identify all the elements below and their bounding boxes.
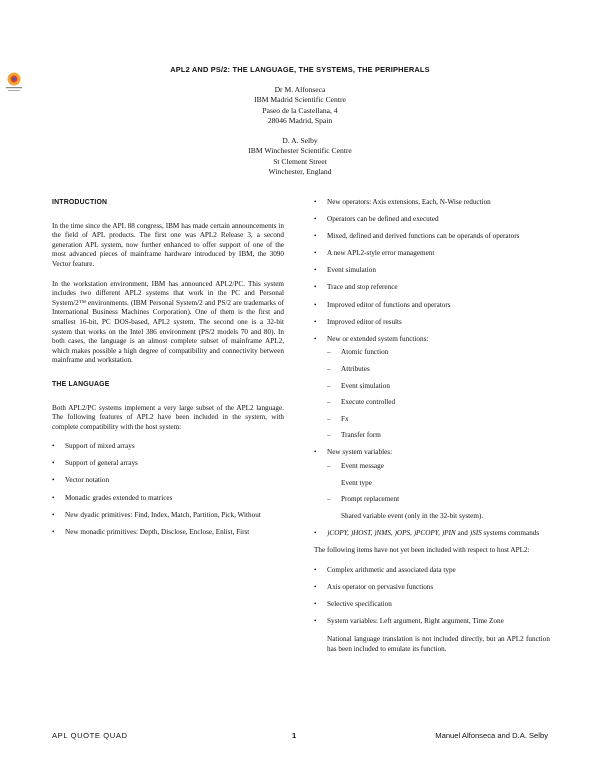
list-item: • New dyadic primitives: Find, Index, Match, Partition, Pick, Without	[52, 511, 284, 521]
author-1-street: Paseo de la Castellana, 4	[262, 105, 338, 115]
list-item: Shared variable event (only in the 32-bit system).	[341, 511, 484, 520]
list-item: – Attributes	[327, 365, 550, 375]
list-item: • Event simulation	[314, 266, 550, 276]
list-item: • New monadic primitives: Depth, Disclose, Enclose, Enlist, First	[52, 528, 284, 538]
list-item: – Atomic function	[327, 348, 550, 358]
list-item: • Improved editor of functions and operators	[314, 301, 550, 311]
commands-list-text: )COPY, )HOST, )NMS, )OPS, )PCOPY, )PIN	[327, 528, 456, 537]
list-item: – Transfer form	[327, 431, 550, 441]
intro-heading: INTRODUCTION	[52, 199, 108, 206]
system-variables-list	[327, 462, 550, 521]
intro-paragraph-2: In the workstation environment, IBM has announced APL2/PC. This system includes two different APL2 systems that work in the PC and Personal System/2™ environments. (IBM Personal System/2 and PS/2 are trademarks of International Business Machines Corporation). One of them is the first and smallest 16-bit, PC DOS-based, APL2 system. The second one is a 32-bit system that works on the Intel 386 environment (PS/2 models 70 and 80). In both cases, the language is an almost complete subset of mainframe APL2, which makes possible a high degree of compatibility and connectivity between mainframe and workstation.	[52, 279, 284, 365]
system-functions-label: New or extended system functions:	[327, 334, 429, 343]
list-item: • Selective specification	[314, 600, 550, 610]
list-item: – Event message	[327, 462, 550, 472]
author-2-org: IBM Winchester Scientific Centre	[248, 146, 352, 156]
translation-note: National language translation is not included directly, but an APL2 function has been included to emulate its function.	[327, 634, 550, 653]
features-list-continued	[314, 198, 550, 538]
footer-authors: Manuel Alfonseca and D.A. Selby	[435, 731, 548, 740]
author-1-city: 28046 Madrid, Spain	[267, 116, 333, 126]
list-item: • Complex arithmetic and associated data type	[314, 566, 550, 576]
left-column	[52, 198, 284, 545]
acm-logo-icon	[4, 70, 24, 94]
system-commands-item	[314, 529, 550, 539]
footer-page-number: 1	[292, 731, 297, 740]
author-1-block	[150, 85, 450, 127]
list-item: • Trace and stop reference	[314, 283, 550, 293]
author-1-name: Dr M. Alfonseca	[274, 85, 326, 94]
system-variables-label: New system variables:	[327, 448, 393, 457]
list-item: • Operators can be defined and executed	[314, 215, 550, 225]
list-item: • Mixed, defined and derived functions can be operands of operators	[314, 232, 550, 242]
language-feature-list	[52, 442, 284, 537]
author-2-name: D. A. Selby	[282, 136, 318, 145]
system-variables-item	[314, 448, 550, 521]
system-functions-item	[314, 335, 550, 441]
list-item: • A new APL2-style error management	[314, 249, 550, 259]
list-item: – Prompt replacement	[327, 495, 550, 505]
right-column	[314, 198, 550, 654]
list-item: • Monadic grades extended to matrices	[52, 494, 284, 504]
footer-journal: APL QUOTE QUAD	[52, 731, 128, 740]
author-2-city: Winchester, England	[268, 167, 332, 177]
list-item: Event type	[341, 478, 372, 487]
list-item: – Event simulation	[327, 382, 550, 392]
system-functions-list	[327, 348, 550, 441]
not-included-list	[314, 566, 550, 627]
list-item: – Execute controlled	[327, 398, 550, 408]
list-item: • Vector notation	[52, 476, 284, 486]
intro-paragraph-1: In the time since the APL 88 congress, IBM has made certain announcements in the field of APL products. The first one was APL2 Release 3, a second generation APL system, now further enhanced to offer support of one of the most advanced pieces of mainframe hardware introduced by IBM, the 3090 Vector feature.	[52, 221, 284, 268]
commands-and-text: and	[457, 528, 468, 537]
list-item: • Axis operator on pervasive functions	[314, 583, 550, 593]
list-item: • System variables: Left argument, Right argument, Time Zone	[314, 617, 550, 627]
list-item: • Support of general arrays	[52, 459, 284, 469]
paper-title: APL2 AND PS/2: THE LANGUAGE, THE SYSTEMS, THE PERIPHERALS	[170, 65, 430, 74]
author-2-block	[150, 136, 450, 178]
author-2-street: St Clement Street	[273, 156, 327, 166]
commands-suffix-text: systems commands	[483, 528, 540, 537]
list-item: • Support of mixed arrays	[52, 442, 284, 452]
list-item: • New operators: Axis extensions, Each, N-Wise reduction	[314, 198, 550, 208]
commands-sis-text: )SIS	[469, 528, 482, 537]
language-paragraph: Both APL2/PC systems implement a very large subset of the APL2 language. The following features of APL2 have been included in the system, with complete compatibility with the host system:	[52, 403, 284, 431]
not-included-intro: The following items have not yet been included with respect to host APL2:	[314, 546, 530, 555]
list-item: – Fx	[327, 415, 550, 425]
author-1-org: IBM Madrid Scientific Centre	[254, 95, 346, 105]
list-item: • Improved editor of results	[314, 318, 550, 328]
language-heading: THE LANGUAGE	[52, 380, 110, 388]
